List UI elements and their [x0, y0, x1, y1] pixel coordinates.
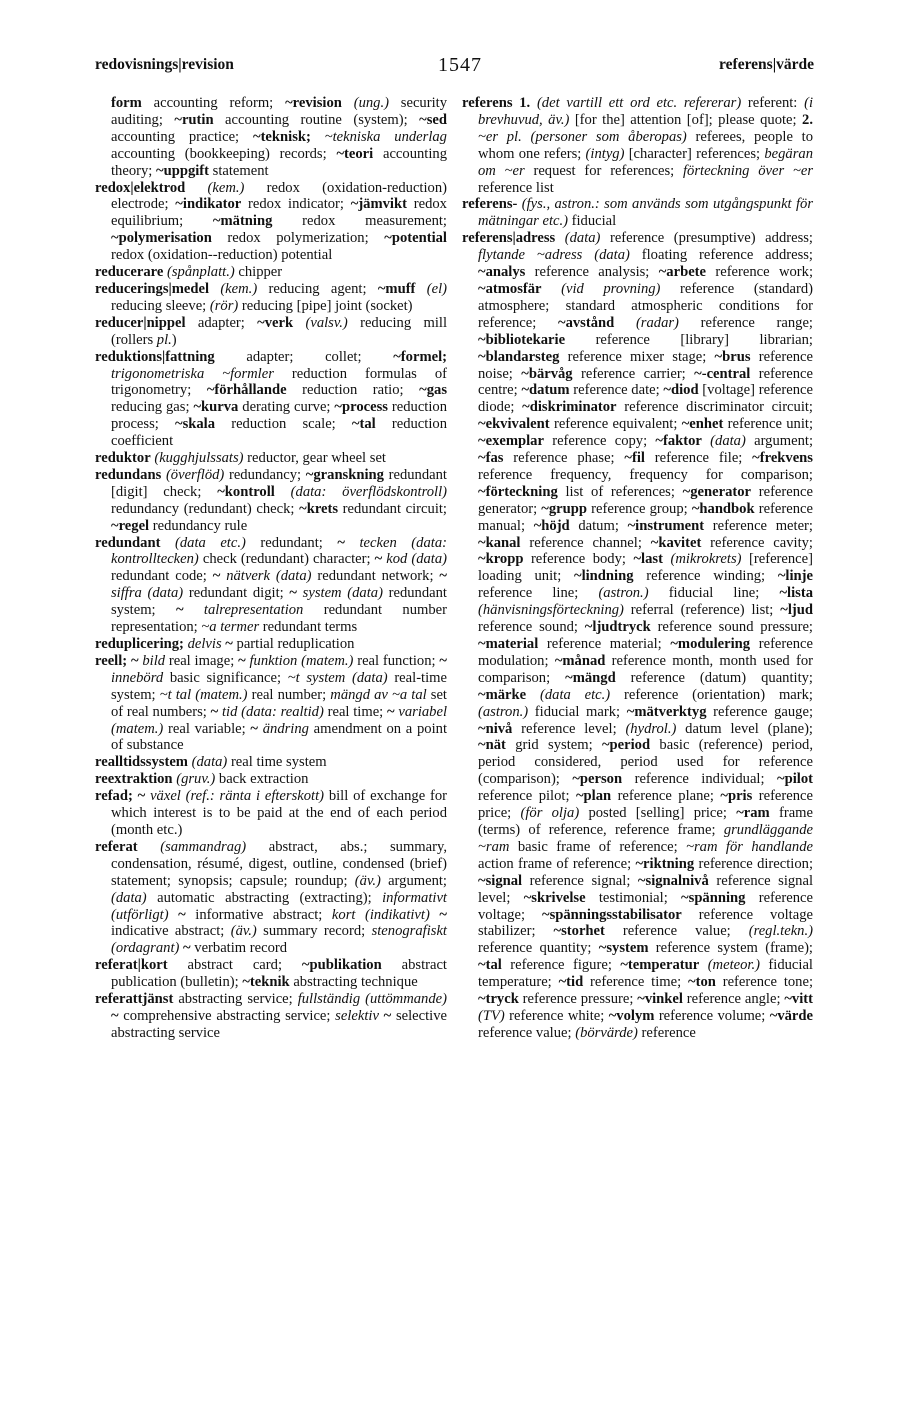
- dictionary-entry: redundans (överflöd) redundancy; ~granskning redundant [digit] check; ~kontroll (data: överflödskontroll) redundancy (redundant) check; ~krets redundant circuit; ~regel redundancy rule: [95, 466, 447, 534]
- dictionary-entry: reducer|nippel adapter; ~verk (valsv.) reducing mill (rollers pl.): [95, 314, 447, 348]
- page-header: [0, 56, 920, 82]
- dictionary-entry: reduplicering; delvis ~ partial reduplication: [95, 636, 355, 652]
- running-head-left: redovisnings|revision: [95, 56, 234, 73]
- dictionary-entry: referens- (fys., astron.: som används som utgångspunkt för mätningar etc.) fiducial: [462, 196, 814, 230]
- dictionary-entry: redox|elektrod (kem.) redox (oxidation-reduction) electrode; ~indikator redox indicator; ~jämvikt redox equilibrium; ~mätning redox measurement; ~polymerisation redox polymerization; ~potential redox (oxidation--reduction) potential: [95, 179, 447, 264]
- running-head-right: referens|värde: [719, 56, 814, 73]
- dictionary-entry: refad; ~ växel (ref.: ränta i efterskott) bill of exchange for which interest is to be paid at the end of each period (month etc.): [95, 788, 448, 838]
- dictionary-entry: reducerings|medel (kem.) reducing agent; ~muff (el) reducing sleeve; (rör) reducing [pipe] joint (socket): [95, 280, 447, 314]
- dictionary-entry: reduktor (kugghjulssats) reductor, gear wheel set: [95, 450, 386, 467]
- page-number: 1547: [438, 54, 482, 76]
- right-column: [462, 95, 813, 1042]
- dictionary-entry: reducerare (spånplatt.) chipper: [95, 264, 283, 281]
- dictionary-entry: redundant (data etc.) redundant; ~ tecken (data: kontrolltecken) check (redundant) character; ~ kod (data) redundant code; ~ nätverk (data) redundant network; ~ siffra (data) redundant digit; ~ system (data) redundant system; ~ talrepresentation redundant number representation; ~a termer redundant terms: [95, 534, 447, 636]
- dictionary-entry: referat|kort abstract card; ~publikation abstract publication (bulletin); ~teknik abstracting technique: [95, 957, 447, 991]
- dictionary-entry: reduktions|fattning adapter; collet; ~formel; trigonometriska ~formler reduction formulas of trigonometry; ~förhållande reduction ratio; ~gas reducing gas; ~kurva derating curve; ~process reduction process; ~skala reduction scale; ~tal reduction coefficient: [95, 348, 448, 450]
- dictionary-entry: referat (sammandrag) abstract, abs.; summary, condensation, résumé, digest, outline, condensed (brief) statement; synopsis; capsule; roundup; (äv.) argument; (data) automatic abstracting (extracting); informativt (utförligt) ~ informative abstract; kort (indikativt) ~ indicative abstract; (äv.) summary record; stenografiskt (ordagrant) ~ verbatim record: [95, 838, 447, 957]
- dictionary-entry: form accounting reform; ~revision (ung.) security auditing; ~rutin accounting routine (system); ~sed accounting practice; ~teknisk; ~tekniska underlag accounting (bookkeeping) records; ~teori accounting theory; ~uppgift statement: [111, 95, 447, 179]
- left-column: [95, 95, 447, 1042]
- dictionary-entry: reextraktion (gruv.) back extraction: [95, 771, 309, 788]
- dictionary-entry: referens|adress (data) reference (presumptive) address; flytande ~adress (data) floating reference address; ~analys reference analysis; ~arbete reference work; ~atmosfär (vid provning) reference (standard) atmosphere; standard atmospheric conditions for reference; ~avstånd (radar) reference range; ~bibliotekarie reference [library] librarian; ~blandarsteg reference mixer stage; ~brus reference noise; ~bärvåg reference carrier; ~-central reference centre; ~datum reference date; ~diod [voltage] reference diode; ~diskriminator reference discriminator circuit; ~ekvivalent reference equivalent; ~enhet reference unit; ~exemplar reference copy; ~faktor (data) argument; ~fas reference phase; ~fil reference file; ~frekvens reference frequency, frequency for comparison; ~förteckning list of references; ~generator reference generator; ~grupp reference group; ~handbok reference manual; ~höjd datum; ~instrument reference meter; ~kanal reference channel; ~kavitet reference cavity; ~kropp reference body; ~last (mikrokrets) [reference] loading unit; ~lindning reference winding; ~linje reference line; (astron.) fiducial line; ~lista (hänvisningsförteckning) referral (reference) list; ~ljud reference sound; ~ljudtryck reference sound pressure; ~material reference material; ~modulering reference modulation; ~månad reference month, month used for comparison; ~mängd reference (datum) quantity; ~märke (data etc.) reference (orientation) mark; (astron.) fiducial mark; ~mätverktyg reference gauge; ~nivå reference level; (hydrol.) datum level (plane); ~nät grid system; ~period basic (reference) period, period considered, period used for reference (comparison); ~person reference individual; ~pilot reference pilot; ~plan reference plane; ~pris reference price; (för olja) posted [selling] price; ~ram frame (terms) of reference, reference frame; grundläggande ~ram basic frame of reference; ~ram för handlande action frame of reference; ~riktning reference direction; ~signal reference signal; ~signalnivå reference signal level; ~skrivelse testimonial; ~spänning reference voltage; ~spänningsstabilisator reference voltage stabilizer; ~storhet reference value; (regl.tekn.) reference quantity; ~system reference system (frame); ~tal reference figure; ~temperatur (meteor.) fiducial temperature; ~tid reference time; ~ton reference tone; ~tryck reference pressure; ~vinkel reference angle; ~vitt (TV) reference white; ~volym reference volume; ~värde reference value; (börvärde) reference: [462, 230, 814, 1041]
- dictionary-entry: referattjänst abstracting service; fullständig (uttömmande) ~ comprehensive abstracting service; selektiv ~ selective abstracting service: [95, 991, 448, 1041]
- dictionary-entry: reell; ~ bild real image; ~ funktion (matem.) real function; ~ innebörd basic significance; ~t system (data) real-time system; ~t tal (matem.) real number; mängd av ~a tal set of real numbers; ~ tid (data: realtid) real time; ~ variabel (matem.) real variable; ~ ändring amendment on a point of substance: [95, 652, 447, 754]
- dictionary-entry: referens 1. (det vartill ett ord etc. refererar) referent: (i brevhuvud, äv.) [for the] attention [of]; please quote; 2. ~er pl. (personer som åberopas) referees, people to whom one refers; (intyg) [character] references; begäran om ~er request for references; förteckning över ~er reference list: [462, 95, 813, 196]
- dictionary-entry: realltidssystem (data) real time system: [95, 754, 327, 771]
